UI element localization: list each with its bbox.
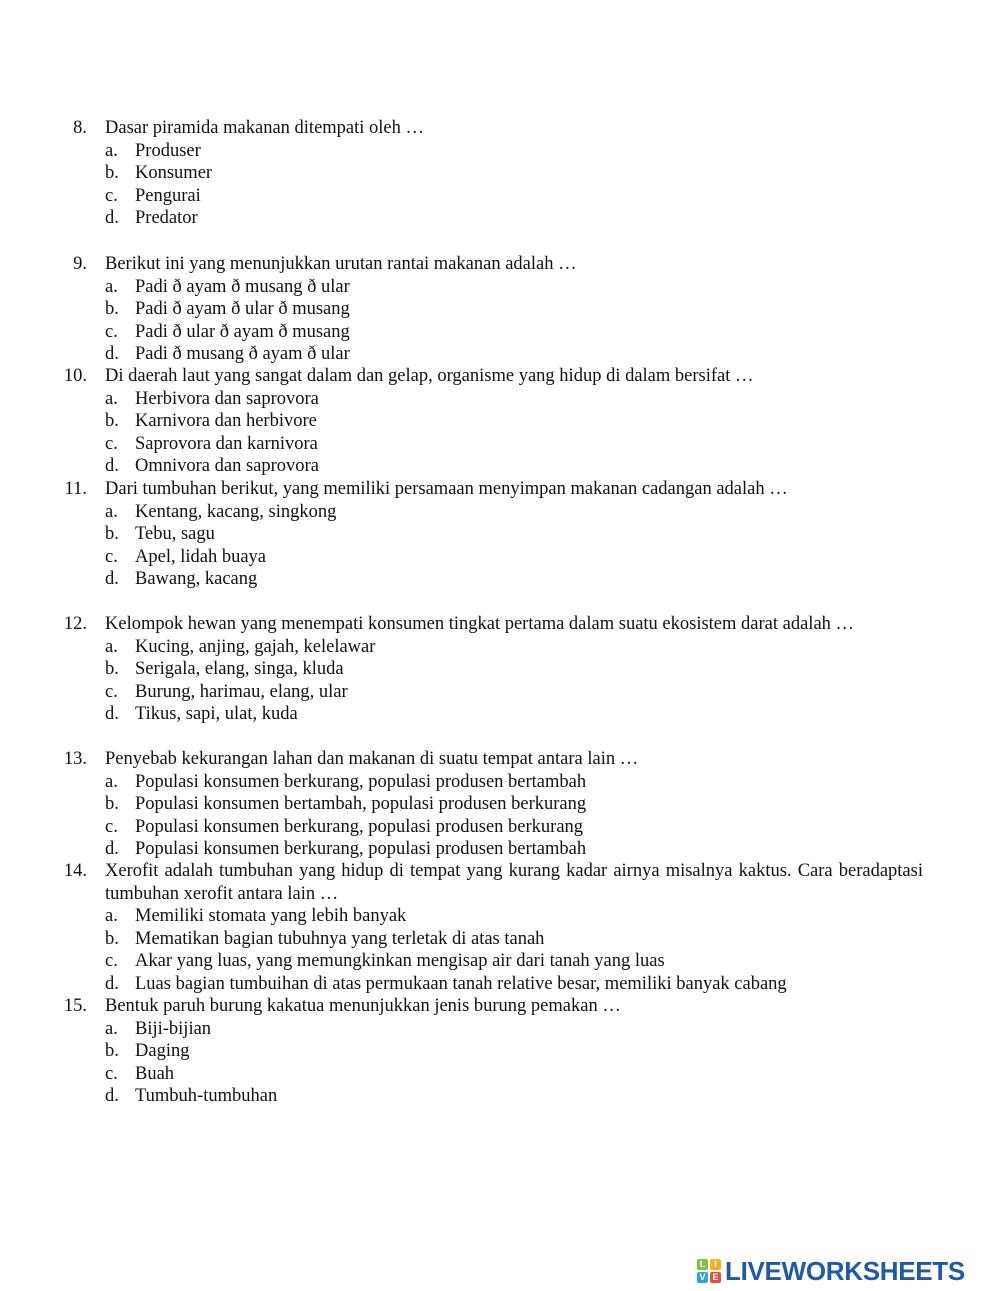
option-letter: a.: [105, 501, 118, 522]
option-text: Serigala, elang, singa, kluda: [135, 659, 344, 679]
option-letter: b.: [105, 411, 119, 431]
option-c: [0, 433, 1000, 456]
question-number: 14.: [63, 861, 87, 881]
option-letter: b.: [105, 299, 119, 319]
option-d: [0, 838, 1000, 861]
question-number: 13.: [63, 749, 87, 769]
option-text: Populasi konsumen berkurang, populasi produsen bertambah: [135, 839, 587, 859]
option-a: [0, 140, 1000, 163]
question-text: Berikut ini yang menunjukkan urutan rantai makanan adalah …: [105, 254, 577, 274]
logo-letter-v: V: [697, 1272, 708, 1283]
liveworksheets-logo: [697, 1257, 965, 1285]
option-letter: b.: [105, 659, 119, 679]
option-text: Produser: [135, 140, 201, 161]
option-text: Tumbuh-tumbuhan: [135, 1086, 278, 1106]
option-letter: c.: [105, 321, 118, 342]
option-d: [0, 207, 1000, 230]
question-text: Penyebab kekurangan lahan dan makanan di suatu tempat antara lain …: [105, 749, 639, 769]
option-letter: d.: [105, 1086, 119, 1106]
option-a: [0, 276, 1000, 299]
question-11: [0, 478, 1000, 591]
option-d: [0, 343, 1000, 366]
question-text: Bentuk paruh burung kakatua menunjukkan jenis burung pemakan …: [105, 996, 621, 1016]
option-c: [0, 816, 1000, 839]
option-text: Tebu, sagu: [135, 524, 215, 544]
question-number: 15.: [63, 996, 87, 1016]
option-text: Populasi konsumen berkurang, populasi produsen berkurang: [135, 816, 584, 837]
option-a: [0, 905, 1000, 928]
option-c: [0, 546, 1000, 569]
option-b: [0, 162, 1000, 185]
option-letter: c.: [105, 681, 118, 702]
logo-letter-l: L: [697, 1259, 708, 1270]
option-c: [0, 950, 1000, 973]
option-letter: d.: [105, 569, 119, 589]
option-text: Kentang, kacang, singkong: [135, 501, 337, 522]
option-text: Padi ð ayam ð ular ð musang: [135, 299, 350, 319]
question-8: [0, 117, 1000, 230]
option-text: Biji-bijian: [135, 1018, 212, 1039]
question-10: [0, 365, 1000, 478]
option-letter: b.: [105, 794, 119, 814]
option-letter: b.: [105, 928, 119, 949]
option-letter: a.: [105, 1018, 118, 1039]
option-text: Padi ð musang ð ayam ð ular: [135, 344, 350, 364]
question-number: 10.: [63, 366, 87, 386]
option-letter: d.: [105, 344, 119, 364]
option-letter: a.: [105, 140, 118, 161]
option-letter: c.: [105, 951, 118, 971]
question-text: Xerofit adalah tumbuhan yang hidup di tempat yang kurang kadar airnya misalnya kaktus. Cara beradaptasi tumbuhan xerofit antara lain …: [105, 861, 923, 904]
logo-letter-i: I: [710, 1259, 721, 1270]
option-text: Luas bagian tumbuihan di atas permukaan tanah relative besar, memiliki banyak cabang: [135, 973, 787, 994]
option-text: Padi ð ular ð ayam ð musang: [135, 321, 350, 342]
option-b: [0, 410, 1000, 433]
option-letter: a.: [105, 636, 118, 657]
option-text: Padi ð ayam ð musang ð ular: [135, 276, 350, 297]
option-a: [0, 1018, 1000, 1041]
option-letter: d.: [105, 208, 119, 228]
option-d: [0, 568, 1000, 591]
option-text: Akar yang luas, yang memungkinkan mengisap air dari tanah yang luas: [135, 951, 665, 971]
option-text: Buah: [135, 1063, 175, 1084]
option-letter: d.: [105, 704, 119, 724]
option-text: Tikus, sapi, ulat, kuda: [135, 704, 298, 724]
option-text: Daging: [135, 1041, 190, 1061]
option-text: Kucing, anjing, gajah, kelelawar: [135, 636, 376, 657]
option-c: [0, 681, 1000, 704]
option-text: Populasi konsumen berkurang, populasi produsen bertambah: [135, 771, 587, 792]
question-text: Dari tumbuhan berikut, yang memiliki persamaan menyimpan makanan cadangan adalah …: [105, 479, 788, 499]
question-number: 12.: [63, 614, 87, 634]
option-text: Pengurai: [135, 185, 201, 206]
option-letter: c.: [105, 433, 118, 454]
logo-letter-e: E: [710, 1272, 721, 1283]
option-letter: c.: [105, 546, 118, 567]
question-text: Kelompok hewan yang menempati konsumen tingkat pertama dalam suatu ekosistem darat adalah …: [105, 614, 855, 634]
question-14: [0, 860, 1000, 995]
option-b: [0, 523, 1000, 546]
question-number: 8.: [73, 118, 87, 138]
option-text: Populasi konsumen bertambah, populasi produsen berkurang: [135, 794, 587, 814]
option-d: [0, 455, 1000, 478]
option-letter: b.: [105, 1041, 119, 1061]
option-b: [0, 1040, 1000, 1063]
option-letter: a.: [105, 771, 118, 792]
option-a: [0, 636, 1000, 659]
question-number: 11.: [64, 479, 87, 499]
option-text: Konsumer: [135, 163, 213, 183]
option-b: [0, 793, 1000, 816]
option-letter: d.: [105, 839, 119, 859]
option-text: Omnivora dan saprovora: [135, 456, 319, 476]
question-12: [0, 613, 1000, 726]
option-letter: a.: [105, 388, 118, 409]
liveworksheets-logo-icon: [697, 1259, 721, 1283]
option-c: [0, 321, 1000, 344]
question-text: Di daerah laut yang sangat dalam dan gelap, organisme yang hidup di dalam bersifat …: [105, 366, 754, 386]
option-b: [0, 928, 1000, 951]
option-text: Mematikan bagian tubuhnya yang terletak di atas tanah: [135, 928, 545, 949]
logo-text: LIVEWORKSHEETS: [725, 1255, 965, 1286]
option-text: Apel, lidah buaya: [135, 546, 266, 567]
option-letter: a.: [105, 906, 118, 926]
question-number: 9.: [73, 254, 87, 274]
question-13: [0, 748, 1000, 861]
option-a: [0, 501, 1000, 524]
option-b: [0, 658, 1000, 681]
option-letter: c.: [105, 816, 118, 837]
option-letter: a.: [105, 276, 118, 297]
option-letter: b.: [105, 163, 119, 183]
option-letter: c.: [105, 1063, 118, 1084]
option-c: [0, 1063, 1000, 1086]
question-text: Dasar piramida makanan ditempati oleh …: [105, 118, 425, 138]
option-text: Burung, harimau, elang, ular: [135, 681, 348, 702]
option-a: [0, 388, 1000, 411]
option-b: [0, 298, 1000, 321]
option-d: [0, 973, 1000, 996]
option-d: [0, 703, 1000, 726]
option-c: [0, 185, 1000, 208]
option-text: Predator: [135, 208, 198, 228]
option-letter: b.: [105, 524, 119, 544]
option-text: Karnivora dan herbivore: [135, 411, 317, 431]
option-text: Saprovora dan karnivora: [135, 433, 318, 454]
option-a: [0, 771, 1000, 794]
option-letter: d.: [105, 973, 119, 994]
option-d: [0, 1085, 1000, 1108]
question-15: [0, 995, 1000, 1108]
option-letter: d.: [105, 456, 119, 476]
question-9: [0, 253, 1000, 366]
option-text: Herbivora dan saprovora: [135, 388, 319, 409]
option-text: Bawang, kacang: [135, 569, 258, 589]
option-letter: c.: [105, 185, 118, 206]
option-text: Memiliki stomata yang lebih banyak: [135, 906, 407, 926]
